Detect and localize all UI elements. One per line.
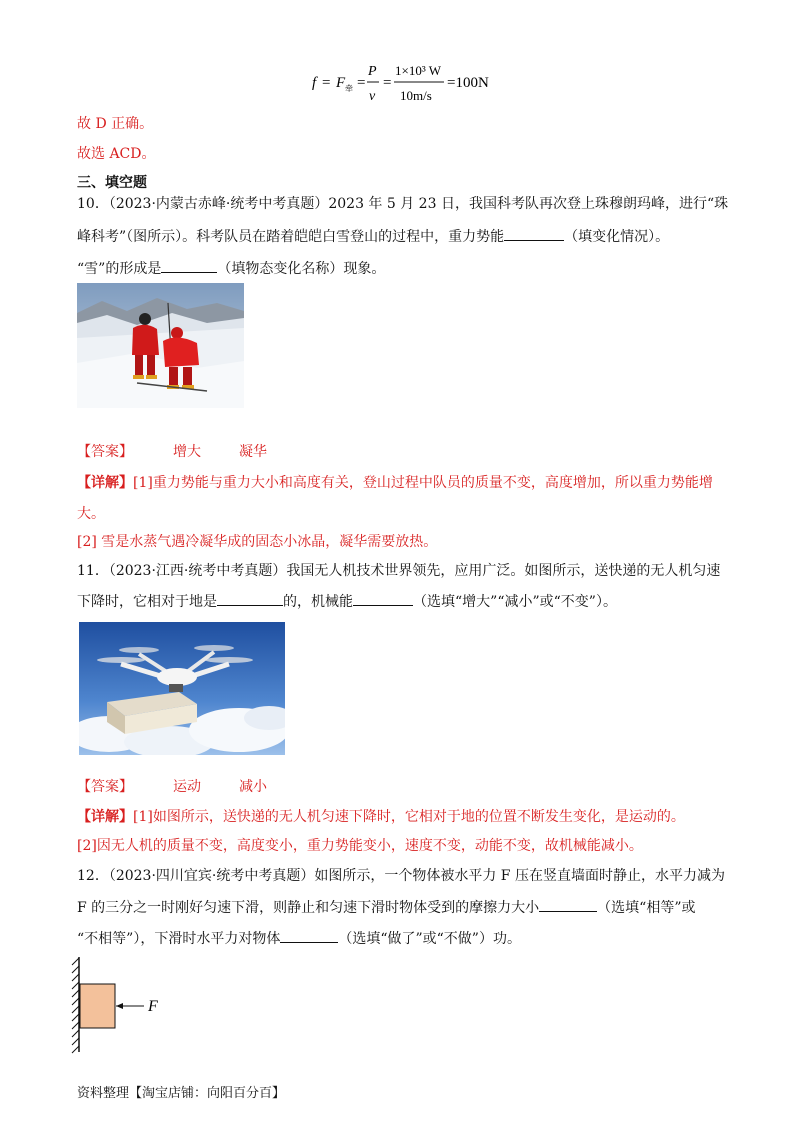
q11-line2-text-b: 的，机械能: [283, 594, 353, 610]
q10-detail-1b: 大。: [77, 506, 105, 522]
formula-F: F: [336, 75, 346, 91]
formula-svg: [312, 62, 512, 106]
formula-den1: v: [369, 89, 376, 104]
q10-answer: [77, 443, 267, 461]
q10-blank-1[interactable]: [504, 228, 564, 241]
q11-blank-1[interactable]: [217, 593, 283, 606]
q10-line1: 10．（2023·内蒙古赤峰·统考中考真题）2023 年 5 月 23 日，我国科考队再次登上珠穆朗玛峰，进行“珠: [77, 196, 729, 212]
q11-detail: [77, 808, 685, 826]
q11-line2-text-c: （选填“增大”“减小”或“不变”）。: [413, 594, 617, 610]
friction-formula: [312, 62, 512, 106]
q11-line2-text-a: 下降时，它相对于地是: [77, 594, 217, 610]
q11-blank-2[interactable]: [353, 593, 413, 606]
wall-block-diagram: [70, 955, 180, 1055]
q11-answer-2: 减小: [239, 779, 267, 795]
q12-line3: [77, 930, 521, 948]
q10-line3-text-b: （填物态变化名称）现象。: [217, 261, 386, 277]
prev-answer-line1: 故 D 正确。: [77, 116, 154, 132]
q11-answer: [77, 778, 267, 796]
q10-line2: [77, 228, 669, 246]
q12-line1: 12．（2023·四川宜宾·统考中考真题）如图所示，一个物体被水平力 F 压在竖直墙面时静止，水平力减为: [77, 868, 725, 884]
q12-line2-text-a: F 的三分之一时刚好匀速下滑，则静止和匀速下滑时物体受到的摩擦力大小: [77, 900, 540, 916]
formula-num1: P: [368, 64, 377, 79]
q11-detail-tag: 【详解】: [77, 809, 133, 825]
q10-line2-text-b: （填变化情况）。: [564, 229, 670, 245]
q10-line3: [77, 260, 385, 278]
drone-photo-svg: [79, 622, 285, 755]
formula-result: =100N: [447, 75, 489, 91]
q11-detail-2: [2]因无人机的质量不变，高度变小，重力势能变小，速度不变，动能不变，故机械能减小。: [77, 838, 643, 854]
prev-answer-line2: 故选 ACD。: [77, 146, 156, 162]
force-label: F: [148, 998, 158, 1015]
formula-eq1: =: [322, 75, 331, 91]
q12-line3-text-b: （选填“做了”或“不做”）功。: [338, 931, 521, 947]
formula-lhs: f: [312, 75, 317, 91]
formula-eq2: =: [357, 75, 366, 91]
everest-photo-svg: [77, 283, 244, 408]
q10-detail-1: [1]重力势能与重力大小和高度有关，登山过程中队员的质量不变，高度增加，所以重力势能增: [133, 475, 713, 491]
q11-detail-1: [1]如图所示，送快递的无人机匀速下降时，它相对于地的位置不断发生变化，是运动的。: [133, 809, 685, 825]
wall-hatching: [72, 958, 79, 1053]
q12-blank-2[interactable]: [280, 930, 338, 943]
q12-blank-1[interactable]: [539, 899, 597, 912]
q12-line3-text-a: “不相等”），下滑时水平力对物体: [77, 931, 281, 947]
q11-answer-tag: 【答案】: [77, 779, 133, 795]
delivery-drone-photo: [79, 622, 285, 755]
q12-line2: [77, 899, 696, 917]
section-title: 三、填空题: [77, 175, 147, 191]
q12-line2-text-b: （选填“相等”或: [597, 900, 696, 916]
q10-detail: [77, 474, 713, 492]
formula-num2: 1×10³ W: [395, 63, 442, 78]
q10-line2-text-a: 峰科考”（图所示）。科考队员在踏着皑皑白雪登山的过程中，重力势能: [77, 229, 505, 245]
q10-answer-1: 增大: [173, 444, 201, 460]
q10-answer-2: 凝华: [239, 444, 267, 460]
q10-detail-2: [2] 雪是水蒸气遇冷凝华成的固态小冰晶，凝华需要放热。: [77, 534, 438, 550]
wall-block-svg: [70, 955, 180, 1055]
formula-F-sub: 牵: [345, 84, 353, 93]
formula-den2: 10m/s: [400, 88, 432, 103]
q11-line1: 11．（2023·江西·统考中考真题）我国无人机技术世界领先，应用广泛。如图所示，送快递的无人机匀速: [77, 563, 721, 579]
block: [80, 984, 115, 1028]
q10-detail-tag: 【详解】: [77, 475, 133, 491]
q11-line2: [77, 593, 617, 611]
q10-blank-2[interactable]: [161, 260, 217, 273]
q10-line3-text-a: “雪”的形成是: [77, 261, 162, 277]
formula-eq3: =: [383, 75, 392, 91]
force-arrowhead: [116, 1003, 123, 1009]
everest-climbers-photo: [77, 283, 244, 408]
q11-answer-1: 运动: [173, 779, 201, 795]
footer-source: 资料整理【淘宝店铺：向阳百分百】: [77, 1086, 286, 1101]
q10-answer-tag: 【答案】: [77, 444, 133, 460]
